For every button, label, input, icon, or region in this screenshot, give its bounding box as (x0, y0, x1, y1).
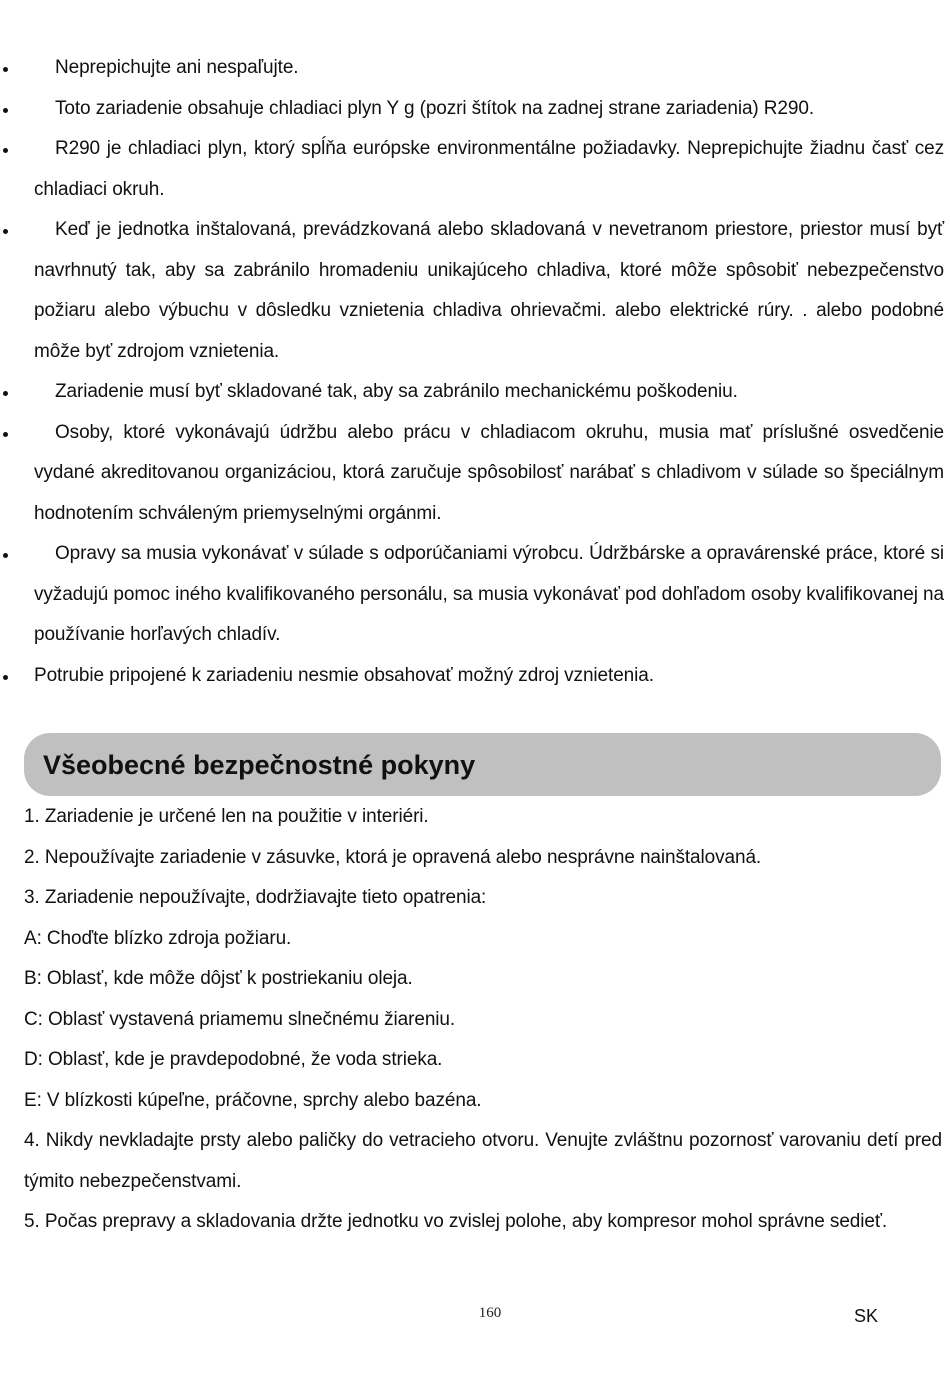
language-code: SK (854, 1306, 879, 1326)
bullet-dot-icon (3, 391, 8, 396)
bullet-item: Opravy sa musia vykonávať v súlade s odporúčaniami výrobcu. Údržbárske a opravárenské práce, ktoré si vyžadujú pomoc iného kvalifikovaného personálu, sa musia vykonávať pod dohľadom osoby kvalifikovanej na používanie horľavých chladív. (0, 534, 950, 656)
bullet-item: Zariadenie musí byť skladované tak, aby sa zabránilo mechanickému poškodeniu. (0, 372, 950, 413)
bullet-dot-icon (3, 553, 8, 558)
list-item: 5. Počas prepravy a skladovania držte jednotku vo zvislej polohe, aby kompresor mohol správne sedieť. (24, 1211, 888, 1232)
bullet-dot-icon (3, 67, 8, 72)
section-header-box (24, 733, 941, 796)
list-item: B: Oblasť, kde môže dôjsť k postriekaniu oleja. (24, 968, 413, 989)
page-number: 160 (478, 1305, 502, 1321)
list-item: C: Oblasť vystavená priamemu slnečnému žiareniu. (24, 1008, 456, 1030)
list-item: A: Choďte blízko zdroja požiaru. (24, 927, 292, 949)
bullet-dot-icon (3, 148, 8, 153)
list-item: 3. Zariadenie nepoužívajte, dodržiavajte tieto opatrenia: (24, 887, 487, 908)
bullet-dot-icon (3, 675, 8, 680)
general-safety-list (24, 797, 942, 1243)
bullet-item: Neprepichujte ani nespaľujte. (0, 48, 950, 89)
bullet-dot-icon (3, 108, 8, 113)
bullet-item: Osoby, ktoré vykonávajú údržbu alebo prácu v chladiacom okruhu, musia mať príslušné osvedčenie vydané akreditovanou organizáciou, ktorá zaručuje spôsobilosť narábať s chladivom v súlade so špeciálnym hodnotením schváleným priemyselnými orgánmi. (0, 413, 950, 535)
bullet-dot-icon (3, 432, 8, 437)
bullet-item: R290 je chladiaci plyn, ktorý spĺňa európske environmentálne požiadavky. Neprepichujte žiadnu časť cez chladiaci okruh. (0, 129, 950, 210)
list-item: 4. Nikdy nevkladajte prsty alebo paličky do vetracieho otvoru. Venujte zvláštnu pozornosť varovaniu detí pred týmito nebezpečenstvami. (24, 1130, 942, 1192)
bullet-item: Potrubie pripojené k zariadeniu nesmie obsahovať možný zdroj vznietenia. (0, 656, 950, 697)
section-title: Všeobecné bezpečnostné pokyny (43, 750, 476, 780)
list-item: E: V blízkosti kúpeľne, práčovne, sprchy alebo bazéna. (24, 1089, 482, 1111)
list-item: 1. Zariadenie je určené len na použitie v interiéri. (24, 806, 429, 827)
bullet-item: Keď je jednotka inštalovaná, prevádzkovaná alebo skladovaná v nevetranom priestore, priestor musí byť navrhnutý tak, aby sa zabránilo hromadeniu unikajúceho chladiva, ktoré môže spôsobiť nebezpečenstvo požiaru alebo výbuchu v dôsledku vznietenia chladiva ohrievačmi. alebo elektrické rúry. . alebo podobné môže byť zdrojom vznietenia. (0, 210, 950, 372)
bullet-item: Toto zariadenie obsahuje chladiaci plyn Y g (pozri štítok na zadnej strane zariadenia) R290. (0, 89, 950, 130)
list-item: D: Oblasť, kde je pravdepodobné, že voda strieka. (24, 1049, 443, 1070)
bullet-dot-icon (3, 229, 8, 234)
safety-bullet-list (0, 48, 950, 696)
list-item: 2. Nepoužívajte zariadenie v zásuvke, ktorá je opravená alebo nesprávne nainštalovaná. (24, 846, 762, 868)
